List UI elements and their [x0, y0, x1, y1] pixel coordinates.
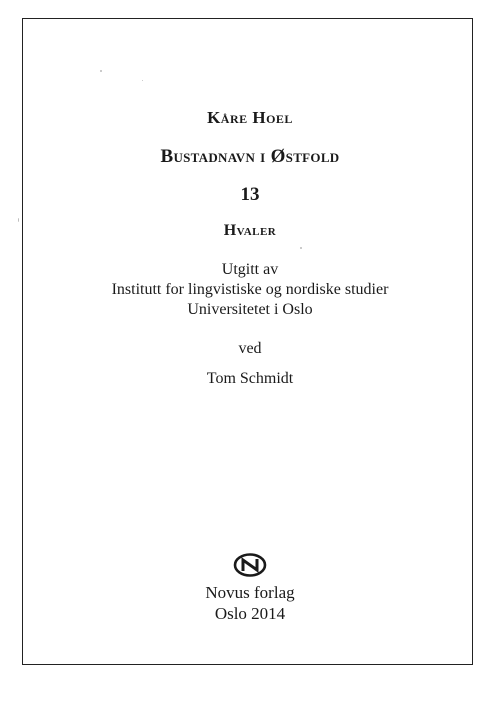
publication-place-year: Oslo 2014 — [214, 604, 286, 623]
novus-logo-icon — [233, 553, 267, 577]
volume-number: 13 — [240, 184, 260, 205]
scan-speck — [300, 247, 302, 249]
university-name: Universitetet i Oslo — [187, 301, 313, 318]
publisher-name: Novus forlag — [205, 583, 295, 602]
scan-speck — [100, 70, 102, 72]
book-title: Bustadnavn i Østfold — [160, 146, 340, 167]
author-name: Kåre Hoel — [207, 108, 293, 127]
editor-name: Tom Schmidt — [206, 370, 294, 387]
institute-name: Institutt for lingvistiske og nordiske studier — [111, 281, 389, 298]
book-subtitle: Hvaler — [223, 222, 277, 239]
published-by-label: Utgitt av — [221, 261, 279, 278]
scan-speck — [142, 80, 143, 81]
by-label: ved — [238, 340, 262, 357]
